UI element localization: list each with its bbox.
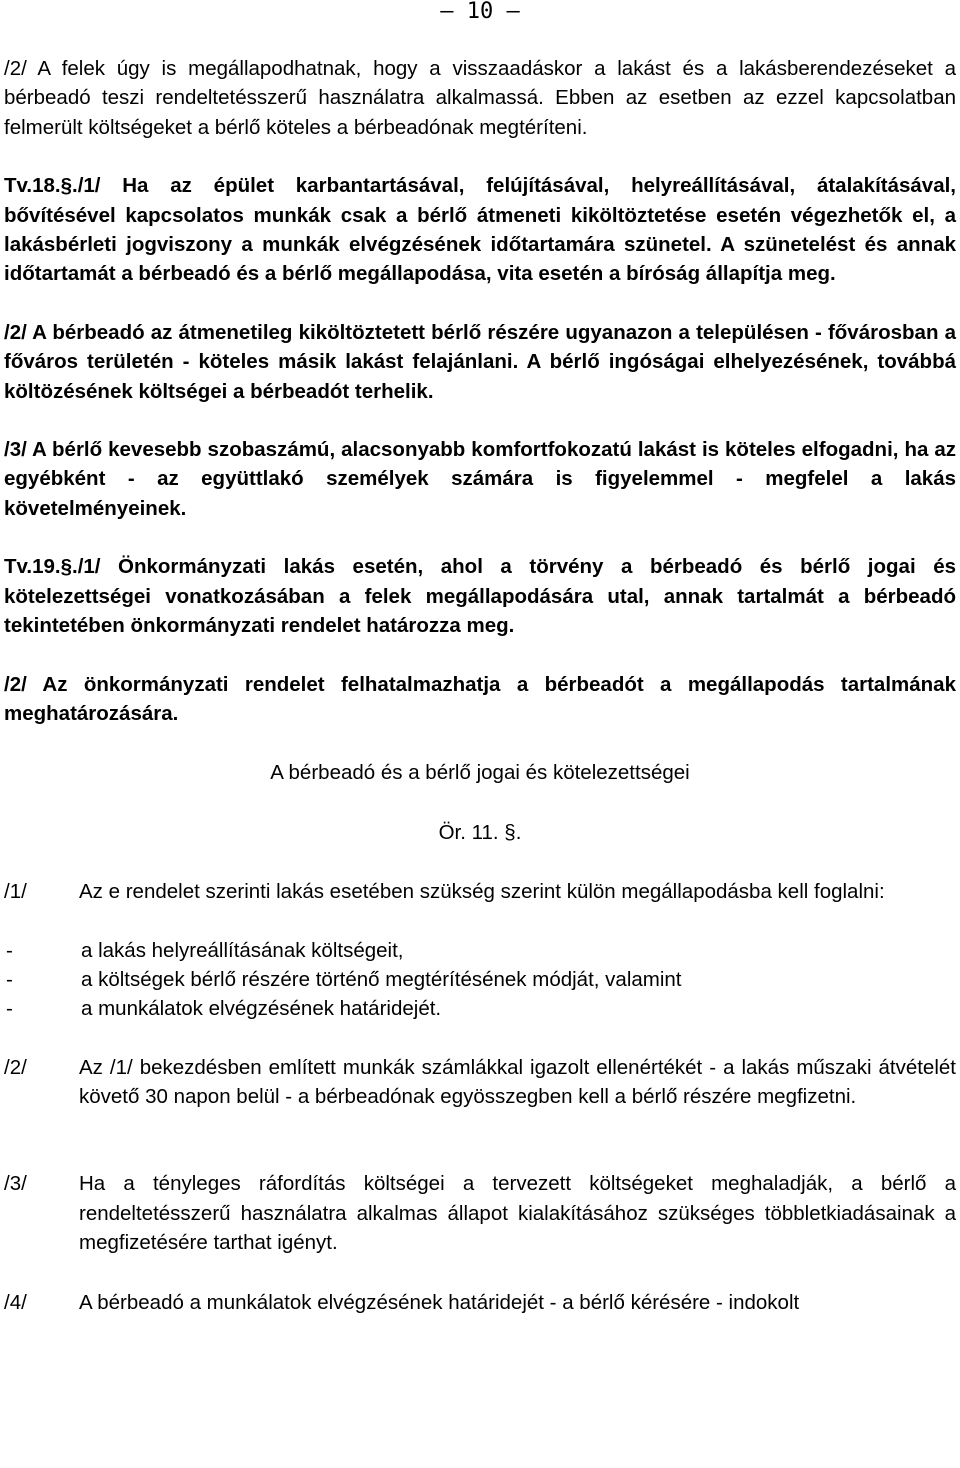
dash-mark: - (6, 967, 13, 991)
item-number: /3/ (4, 1172, 27, 1196)
item-text: A bérbeadó a munkálatok elvégzésének határidejét - a bérlő kérésére - indokolt (79, 1290, 800, 1314)
dash-item-text: a munkálatok elvégzésének határidejét. (81, 996, 442, 1020)
dash-mark: - (6, 996, 13, 1020)
item-number: /1/ (4, 880, 27, 904)
list-item (4, 1053, 956, 1112)
dash-list (4, 936, 956, 1023)
list-item (4, 1169, 956, 1257)
paragraph-p2: Tv.18.§./1/ Ha az épület karbantartásával, felújításával, helyreállításával, átalakításával, bővítésével kapcsolatos munkák csak a bérlő átmeneti kiköltöztetése esetén végezhetők el, a lakásbérleti jogviszony a munkák elvégzésének időtartamára szünetel. A szünetelést és annak időtartamát a bérbeadó és a bérlő megállapodása, vita esetén a bíróság állapítja meg. (4, 174, 956, 286)
dash-item-text: a lakás helyreállításának költségeit, (81, 938, 404, 962)
list-item (4, 936, 956, 965)
item-number: /4/ (4, 1290, 27, 1314)
document-body (4, 54, 956, 1317)
list-item (4, 1288, 956, 1317)
paragraph-p6: /2/ Az önkormányzati rendelet felhatalmazhatja a bérbeadót a megállapodás tartalmának meghatározására. (4, 672, 956, 725)
item-number: /2/ (4, 1055, 27, 1079)
item-text: Ha a tényleges ráfordítás költségei a tervezett költségeket meghaladják, a bérlő a rendeltetésszerű használatra alkalmas állapot kialakításához szükséges többletkiadásainak a megfizetésére tarthat igényt. (79, 1172, 956, 1255)
dash-mark: - (6, 938, 13, 962)
paragraph-p3: /2/ A bérbeadó az átmenetileg kiköltöztetett bérlő részére ugyanazon a településen - fővárosban a főváros területén - köteles másik lakást felajánlani. A bérlő ingóságai elhelyezésének, továbbá költözésének költségei a bérbeadót terhelik. (4, 320, 956, 403)
paragraph-p5: Tv.19.§./1/ Önkormányzati lakás esetén, ahol a törvény a bérbeadó és bérlő jogai és kötelezettségei vonatkozásában a felek megállapodására utal, annak tartalmát a bérbeadó tekintetében önkormányzati rendelet határozza meg. (4, 555, 956, 638)
list-item (4, 994, 956, 1023)
item-text: Az e rendelet szerinti lakás esetében szükség szerint külön megállapodásba kell foglalni: (79, 880, 885, 904)
section-number: Ör. 11. §. (438, 820, 522, 844)
paragraph-p1: /2/ A felek úgy is megállapodhatnak, hogy a visszaadáskor a lakást és a lakásberendezéseket a bérbeadó teszi rendeltetésszerű használatra alkalmassá. Ebben az esetben az ezzel kapcsolatban felmerült költségeket a bérlő köteles a bérbeadónak megtéríteni. (4, 57, 956, 139)
item-text: Az /1/ bekezdésben említett munkák számlákkal igazolt ellenértékét - a lakás műszaki átvételét követő 30 napon belül - a bérbeadónak egyösszegben kell a bérlő részére megfizetni. (79, 1055, 956, 1108)
list-item (4, 877, 956, 906)
page-number: – 10 – (440, 0, 520, 24)
dash-item-text: a költségek bérlő részére történő megtérítésének módját, valamint (81, 967, 682, 991)
list-item (4, 965, 956, 994)
paragraph-p4: /3/ A bérlő kevesebb szobaszámú, alacsonyabb komfortfokozatú lakást is köteles elfogadni, ha az egyébként - az együttlakó személyek számára is figyelemmel - megfelel a lakás követelményeinek. (4, 438, 956, 520)
section-title: A bérbeadó és a bérlő jogai és kötelezettségei (270, 761, 690, 785)
